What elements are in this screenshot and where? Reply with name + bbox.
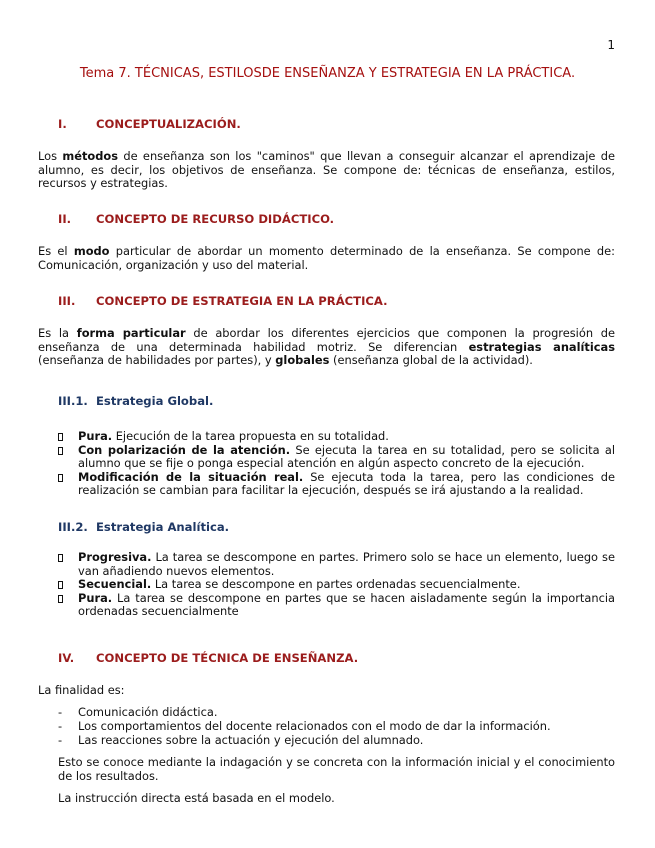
text-run: (enseñanza global de la actividad). xyxy=(329,353,533,367)
subsection-number: III.2. xyxy=(58,520,88,534)
list-item xyxy=(58,551,615,578)
text-run: La tarea se descompone en partes ordenadas secuencialmente. xyxy=(151,577,521,592)
bold-term: Con polarización de la atención. xyxy=(78,442,291,457)
text-run: de abordar los diferentes ejercicios que componen la progresión de enseñanza de una determinada habilidad motriz. Se diferencian xyxy=(38,326,616,354)
list-item xyxy=(58,592,615,619)
bullet-box-icon xyxy=(58,554,63,562)
bullet-box-icon xyxy=(58,447,63,455)
list-item xyxy=(58,471,615,498)
finalidad-list xyxy=(58,705,615,747)
section-number: IV. xyxy=(58,651,75,665)
section-number: I. xyxy=(58,117,67,131)
section-heading-1 xyxy=(58,117,241,131)
text-run: Es el xyxy=(38,244,74,258)
text-run: Se ejecuta la tarea en su totalidad, pero se solicita al alumno que se fije o ponga especial atención en algún aspecto concreto de la ejecución. xyxy=(78,442,615,471)
bullet-box-icon xyxy=(58,474,63,482)
text-run: particular de abordar un momento determinado de la enseñanza. Se compone de: Comunicación, organización y uso del material. xyxy=(38,244,616,272)
paragraph-forma-particular xyxy=(38,327,615,368)
bold-term: modo xyxy=(73,244,110,258)
text-run: Ejecución de la tarea propuesta en su totalidad. xyxy=(112,429,389,443)
dash-bullet: - xyxy=(58,719,63,733)
section-number: II. xyxy=(58,212,72,226)
bold-term: Progresiva. xyxy=(78,550,152,564)
text-run: Las reacciones sobre la actuación y ejecución del alumnado. xyxy=(78,733,424,747)
bold-term: métodos xyxy=(62,149,119,163)
section-title: CONCEPTO DE ESTRATEGIA EN LA PRÁCTICA. xyxy=(96,294,388,308)
section-title: CONCEPTUALIZACIÓN. xyxy=(96,117,241,131)
analytic-strategy-list xyxy=(58,551,615,619)
list-item xyxy=(58,430,615,444)
document-title: Tema 7. TÉCNICAS, ESTILOSDE ENSEÑANZA Y ESTRATEGIA EN LA PRÁCTICA. xyxy=(79,66,576,81)
bold-term: Secuencial. xyxy=(78,577,152,592)
bold-term: Pura. xyxy=(78,590,113,605)
section-number: III. xyxy=(58,294,76,308)
section-title: CONCEPTO DE TÉCNICA DE ENSEÑANZA. xyxy=(96,651,359,665)
list-item xyxy=(58,733,615,747)
dash-bullet: - xyxy=(58,705,63,719)
text-run: Los comportamientos del docente relacionados con el modo de dar la información. xyxy=(78,719,551,733)
section-heading-2 xyxy=(58,212,334,226)
paragraph-instruccion-directa: La instrucción directa está basada en el modelo. xyxy=(58,791,335,805)
text-run: Comunicación didáctica. xyxy=(78,705,218,719)
text-run: (enseñanza de habilidades por partes), y xyxy=(38,353,276,367)
bullet-box-icon xyxy=(58,581,63,589)
subsection-number: III.1. xyxy=(58,394,88,408)
bullet-box-icon xyxy=(58,595,63,603)
bold-term: globales xyxy=(275,353,330,367)
list-item xyxy=(58,719,615,733)
paragraph-indagacion: Esto se conoce mediante la indagación y se concreta con la información inicial y el conocimiento de los resultados. xyxy=(58,755,615,783)
paragraph-metodos xyxy=(38,150,615,191)
subsection-title: Estrategia Analítica. xyxy=(96,520,230,534)
bold-term: estrategias analíticas xyxy=(468,339,615,354)
subsection-heading-3-2 xyxy=(58,520,229,534)
section-heading-3 xyxy=(58,294,388,308)
page-number: 1 xyxy=(607,38,615,52)
bullet-box-icon xyxy=(58,433,63,441)
bold-term: forma particular xyxy=(76,326,186,340)
text-run: de enseñanza son los "caminos" que llevan a conseguir alcanzar el aprendizaje de alumno, es decir, los objetivos de enseñanza. Se compone de: técnicas de enseñanza, estilos, recursos y estrategias. xyxy=(38,149,615,190)
subsection-title: Estrategia Global. xyxy=(96,394,214,408)
bold-term: Pura. xyxy=(78,429,113,443)
section-heading-4 xyxy=(58,651,358,665)
text-run: Los xyxy=(38,149,63,163)
list-item xyxy=(58,705,615,719)
text-run: La tarea se descompone en partes. Primero solo se hace un elemento, luego se van añadiendo nuevos elementos. xyxy=(78,550,615,578)
global-strategy-list xyxy=(58,430,615,498)
list-item xyxy=(58,578,615,592)
text-run: La tarea se descompone en partes que se hacen aisladamente según la importancia ordenadas secuencialmente xyxy=(78,590,615,619)
paragraph-finalidad: La finalidad es: xyxy=(38,683,125,697)
text-run: Es la xyxy=(38,326,77,340)
subsection-heading-3-1 xyxy=(58,394,213,408)
bold-term: Modificación de la situación real. xyxy=(78,469,304,484)
list-item xyxy=(58,444,615,471)
text-run: Se ejecuta toda la tarea, pero las condiciones de realización se cambian para facilitar la ejecución, después se irá ajustando a la realidad. xyxy=(78,469,615,498)
section-title: CONCEPTO DE RECURSO DIDÁCTICO. xyxy=(96,212,335,226)
paragraph-modo xyxy=(38,245,615,272)
dash-bullet: - xyxy=(58,733,63,747)
